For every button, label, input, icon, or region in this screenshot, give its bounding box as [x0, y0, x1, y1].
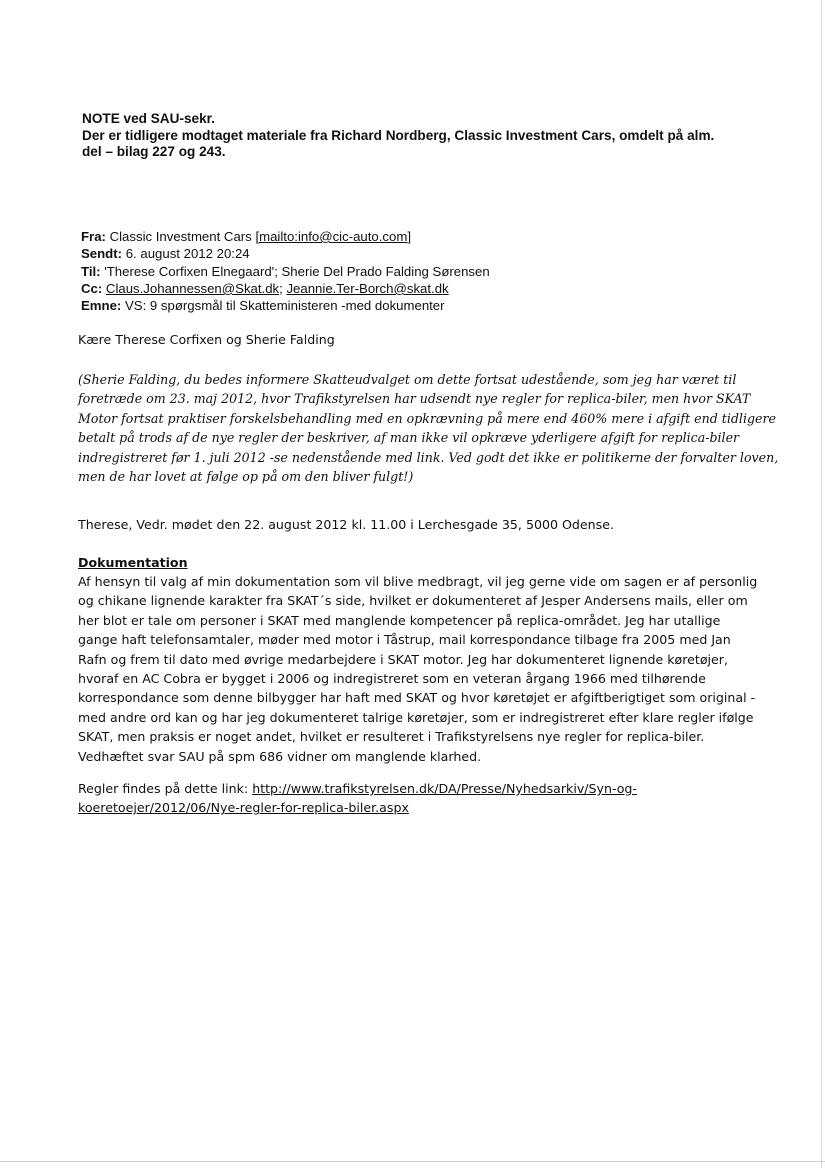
sent-label: Sendt: — [81, 246, 123, 262]
doc-line: Rafn og frem til dato med øvrige medarbejdere i SKAT motor. Jeg har dokumenteret lignende køretøjer, — [78, 651, 728, 667]
page-edge-right — [821, 0, 822, 1168]
rules-paragraph — [78, 779, 768, 818]
to-value: 'Therese Corfixen Elnegaard'; Sherie Del Prado Falding Sørensen — [104, 263, 490, 279]
greeting: Kære Therese Corfixen og Sherie Falding — [78, 332, 335, 347]
doc-line: Af hensyn til valg af min dokumentation som vil blive medbragt, vil jeg gerne vide om sagen er af personlig — [78, 574, 758, 589]
italic-line: betalt på trods af de nye regler der beskriver, af man ikke vil opkræve yderligere afgift for replica-biler — [78, 430, 740, 446]
italic-line: men de har lovet at følge op på om den bliver fulgt!) — [78, 469, 414, 485]
meeting-line: Therese, Vedr. mødet den 22. august 2012 kl. 11.00 i Lerchesgade 35, 5000 Odense. — [78, 517, 614, 532]
page-edge-bottom — [0, 1161, 825, 1162]
rules-link-part-1[interactable]: http://www.trafikstyrelsen.dk/DA/Presse/Nyhedsarkiv/Syn-og- — [252, 781, 637, 796]
from-row — [81, 228, 781, 245]
italic-line: indregistreret før 1. juli 2012 -se nedenstående med link. Ved godt det ikke er politikerne der forvalter loven, — [78, 449, 779, 465]
note-line-3: del – bilag 227 og 243. — [82, 144, 226, 159]
cc-row — [81, 280, 781, 297]
doc-line: Vedhæftet svar SAU på spm 686 vidner om manglende klarhed. — [78, 748, 482, 764]
italic-line: (Sherie Falding, du bedes informere Skatteudvalget om dette fortsat udestående, som jeg har været til — [78, 372, 737, 387]
note-title: NOTE ved SAU-sekr. — [82, 111, 215, 126]
rules-link-part-2[interactable]: koeretoejer/2012/06/Nye-regler-for-replica-biler.aspx — [78, 800, 409, 816]
doc-line: med andre ord kan og har jeg dokumenteret talrige køretøjer, som er indregistreret efter klare regler ifølge — [78, 709, 754, 725]
italic-paragraph — [78, 370, 778, 486]
italic-line: Motor fortsat praktiser forskelsbehandling med en opkrævning på mere end 460% mere i afgift end tidligere — [78, 410, 776, 426]
rules-line-1 — [78, 779, 768, 798]
italic-line: foretræde om 23. maj 2012, hvor Trafikstyrelsen har udsendt nye regler for replica-biler, men hvor SKAT — [78, 391, 751, 407]
rules-line-2 — [78, 798, 768, 817]
doc-line: SKAT, men praksis er noget andet, hvilket er resulteret i Trafikstyrelsens nye regler for replica-biler. — [78, 729, 705, 745]
cc-link-jeannie[interactable]: Jeannie.Ter-Borch@skat.dk — [286, 280, 449, 296]
doc-line: korrespondance som denne bilbygger har haft med SKAT og hvor køretøjet er afgiftberigtiget som original - — [78, 690, 756, 706]
sent-row — [81, 245, 781, 262]
sau-note — [82, 111, 762, 161]
sent-value: 6. august 2012 20:24 — [125, 246, 250, 262]
doc-line: og chikane lignende karakter fra SKAT´s side, hvilket er dokumenteret af Jesper Andersens mails, eller om — [78, 593, 748, 609]
to-label: Til: — [81, 263, 101, 279]
doc-line: her blot er tale om personer i SKAT med manglende kompetencer på replica-området. Jeg har utallige — [78, 612, 721, 628]
subject-value: VS: 9 spørgsmål til Skatteministeren -med dokumenter — [124, 298, 445, 314]
to-row — [81, 263, 781, 280]
from-label: Fra: — [81, 229, 106, 244]
doc-line: hvoraf en AC Cobra er bygget i 2006 og indregistreret som en veteran årgang 1966 med tilhørende — [78, 671, 706, 687]
subject-label: Emne: — [81, 298, 122, 314]
note-line-2: Der er tidligere modtaget materiale fra Richard Nordberg, Classic Investment Cars, omdelt på alm. — [82, 127, 715, 143]
rules-prefix: Regler findes på dette link: — [78, 781, 253, 796]
cc-link-claus[interactable]: Claus.Johannessen@Skat.dk — [105, 280, 280, 296]
email-headers — [81, 228, 781, 314]
documentation-paragraph — [78, 572, 768, 766]
documentation-heading: Dokumentation — [78, 555, 188, 570]
from-value: Classic Investment Cars — [109, 229, 256, 244]
subject-row — [81, 297, 781, 314]
from-mailto-link[interactable]: [mailto:info@cic-auto.com] — [255, 229, 412, 244]
cc-label: Cc: — [81, 280, 103, 296]
doc-line: gange haft telefonsamtaler, møder med motor i Tåstrup, mail korrespondance tilbage fra 2005 med Jan — [78, 632, 731, 648]
cc-separator: ; — [279, 280, 287, 296]
